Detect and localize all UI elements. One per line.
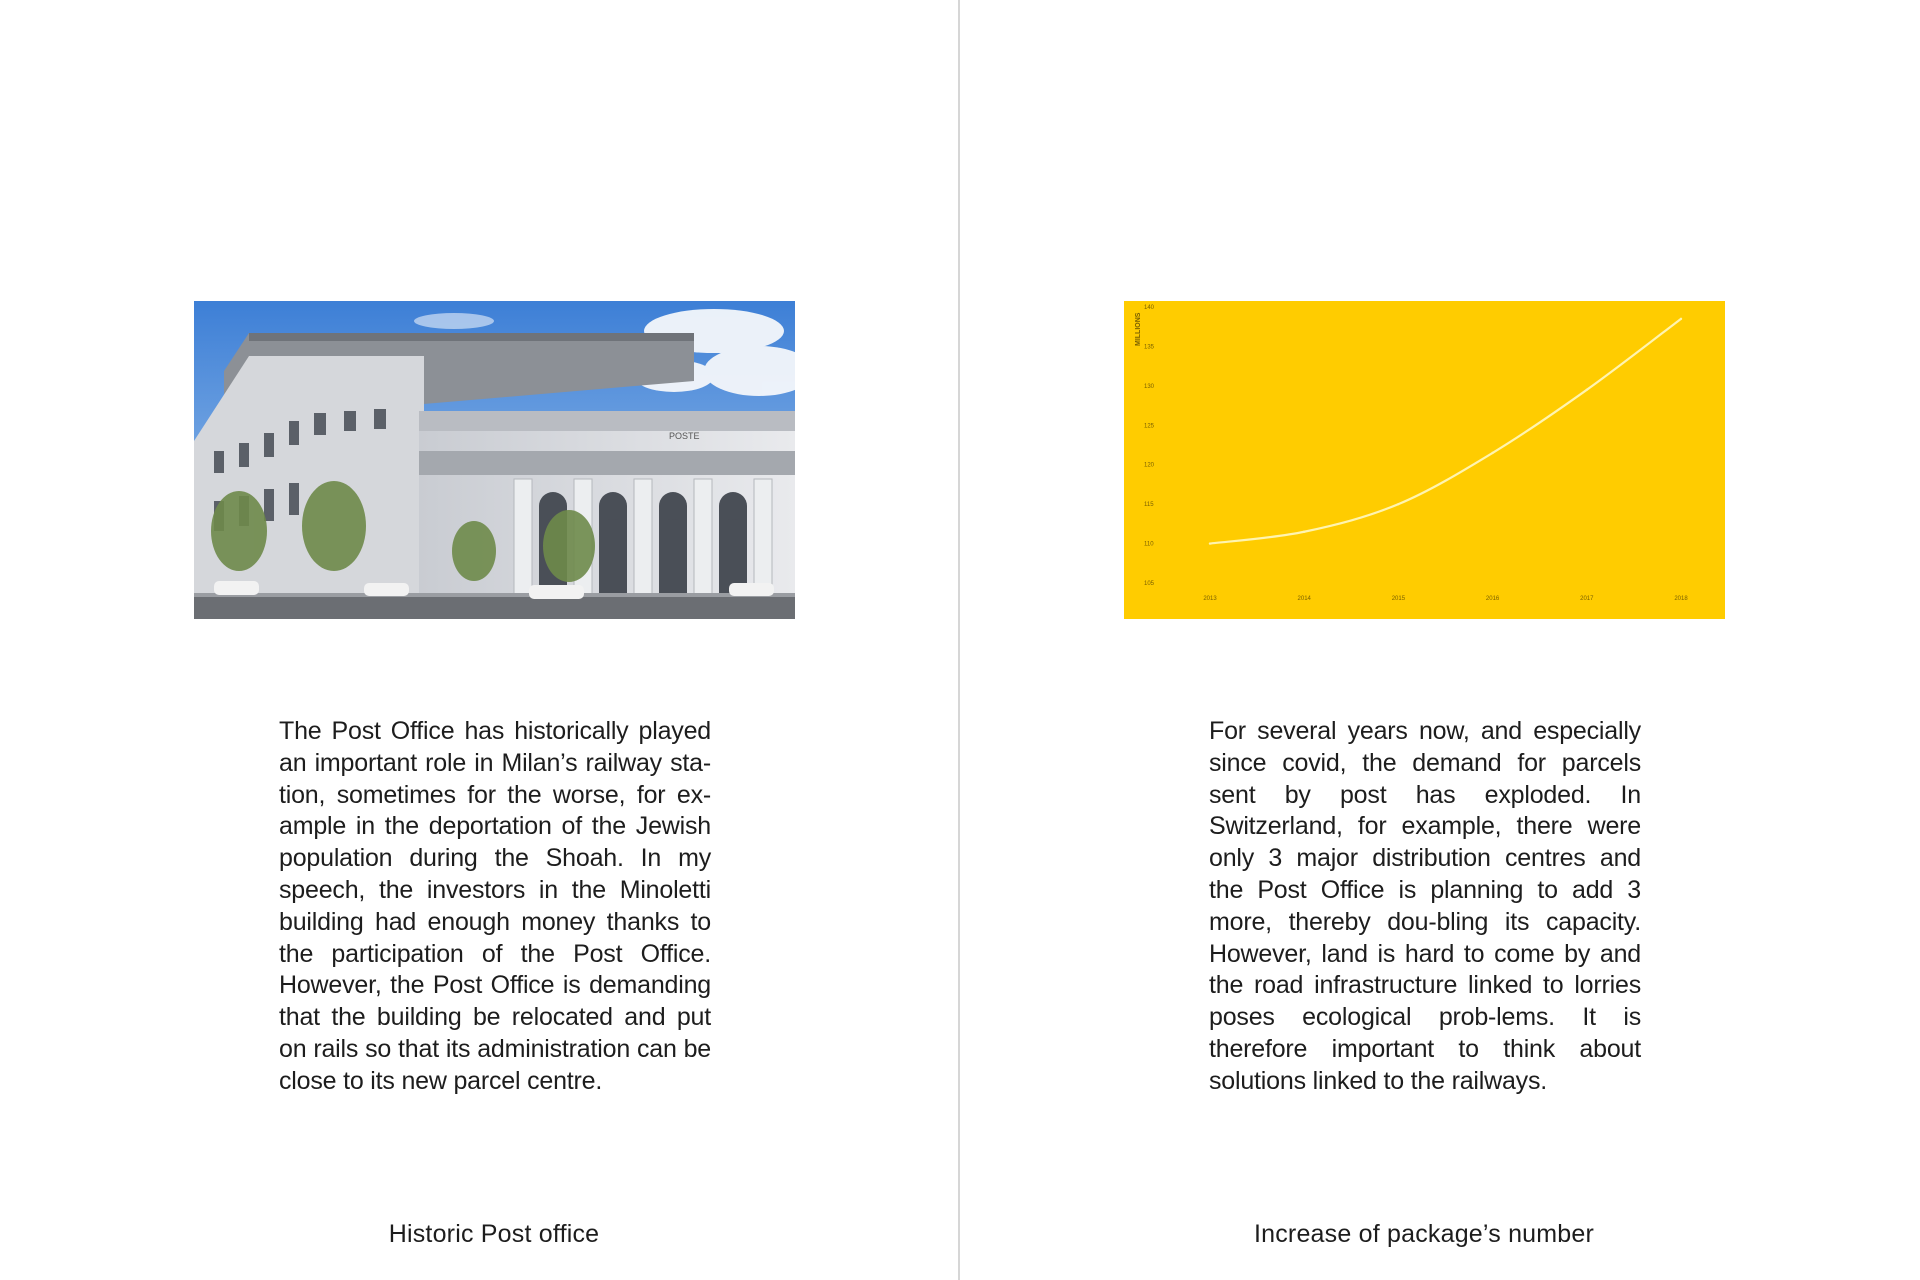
x-tick-label: 2017 xyxy=(1580,596,1594,602)
building-illustration xyxy=(194,301,795,619)
y-tick-label: 120 xyxy=(1144,462,1155,469)
x-tick-label: 2013 xyxy=(1203,596,1217,602)
x-tick-label: 2018 xyxy=(1674,596,1688,602)
y-tick-label: 125 xyxy=(1144,423,1155,430)
y-tick-label: 135 xyxy=(1144,344,1155,351)
y-tick-label: 110 xyxy=(1144,541,1154,548)
line-chart xyxy=(1124,301,1725,619)
chart-background xyxy=(1124,301,1725,619)
y-axis-label: MILLIONS xyxy=(1135,312,1142,346)
right-caption: Increase of package’s number xyxy=(1253,1220,1595,1248)
data-point xyxy=(1491,452,1493,454)
building-sign: POSTE xyxy=(669,431,700,441)
y-tick-label: 140 xyxy=(1144,305,1155,311)
x-tick-label: 2016 xyxy=(1485,596,1500,602)
x-tick-label: 2014 xyxy=(1297,596,1311,602)
right-body-text: For several years now, and especially since covid, the demand for parcels sent by post has exploded. In Switzerland, for example, there were only 3 major distribution centres and the Post Office is planning to add 3 more, thereby dou-bling its capacity. However, land is hard to come by and the road infrastructure linked to lorries poses ecological prob-lems. It is therefore important to think about solutions linked to the railways. xyxy=(1209,717,1641,1095)
post-office-building-photo xyxy=(194,301,795,619)
data-point xyxy=(1209,542,1211,544)
right-page xyxy=(960,0,1918,1280)
data-point xyxy=(1397,503,1399,505)
data-point xyxy=(1303,531,1305,533)
data-point xyxy=(1680,318,1682,320)
y-tick-label: 105 xyxy=(1144,581,1155,587)
y-tick-label: 130 xyxy=(1144,383,1155,390)
left-body-text: The Post Office has historically played an important role in Milan’s railway sta-tion, sometimes for the worse, for ex-ample in the deportation of the Jewish population during the Shoah. In my speech, the investors in the Minoletti building had enough money thanks to the participation of the Post Office. However, the Post Office is demanding that the building be relocated and put on rails so that its administration can be close to its new parcel centre. xyxy=(279,717,711,1095)
data-point xyxy=(1586,389,1588,391)
y-tick-label: 115 xyxy=(1144,502,1154,509)
package-growth-chart xyxy=(1124,301,1725,619)
left-page xyxy=(0,0,958,1280)
x-tick-label: 2015 xyxy=(1391,596,1406,602)
left-caption: Historic Post office xyxy=(388,1220,600,1248)
